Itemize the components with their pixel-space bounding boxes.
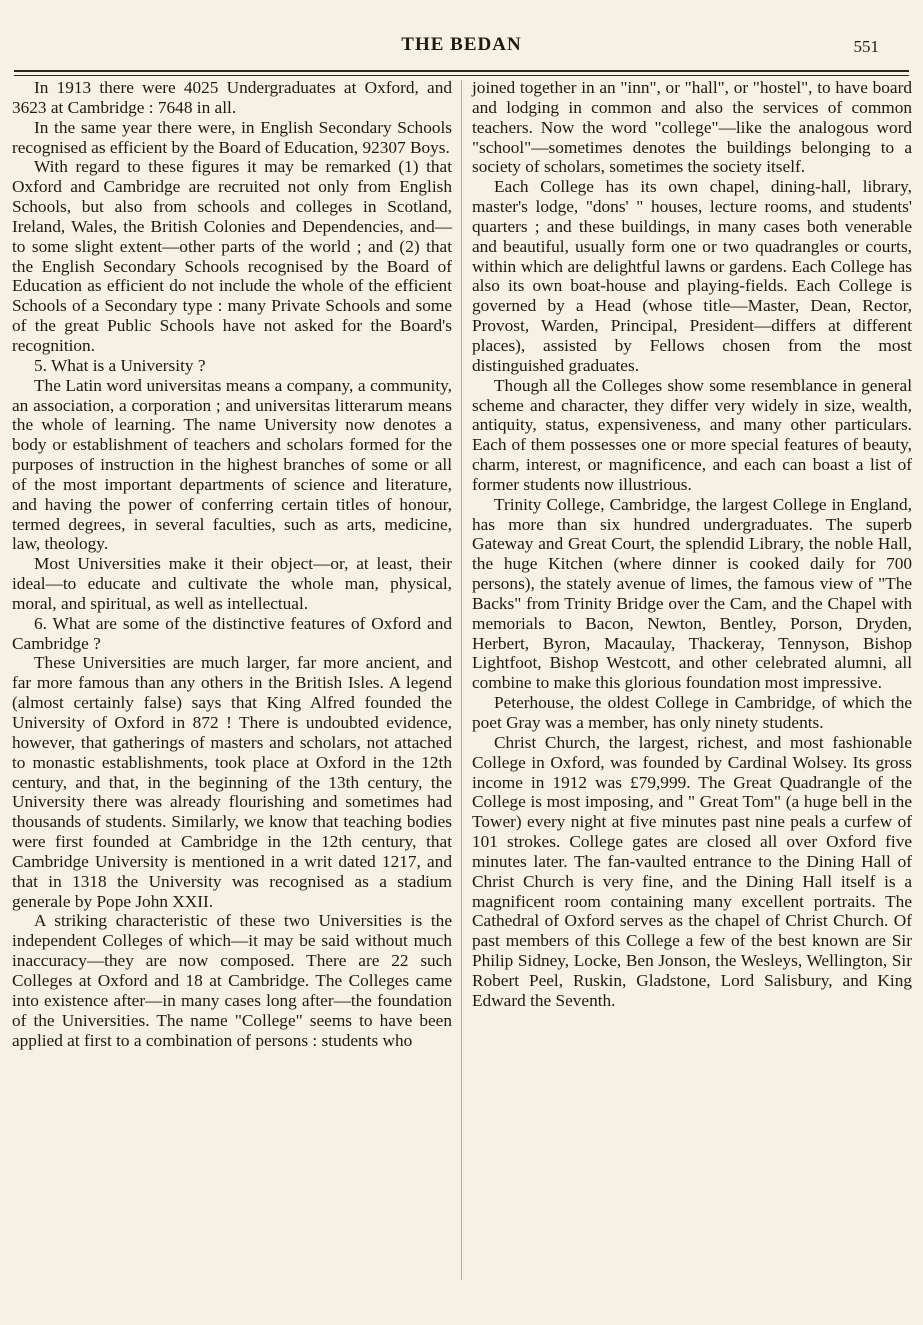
column-divider (461, 80, 462, 1280)
left-column (12, 78, 452, 1050)
paragraph-continued: joined together in an "inn", or "hall", or "hostel", to have board and lodging in common and also the services of common teachers. Now the word "college"—like the analogous word "school"—sometimes denotes the buildings belonging to a society of scholars, sometimes the society itself. (472, 78, 912, 177)
right-column (472, 78, 912, 1011)
question-heading: 6. What are some of the distinctive features of Oxford and Cambridge ? (12, 613, 452, 653)
running-title: THE BEDAN (401, 34, 522, 55)
paragraph: In the same year there were, in English Secondary Schools recognised as efficient by the Board of Education, 92307 Boys. (12, 117, 452, 157)
page-number: 551 (853, 37, 879, 56)
paragraph: Each College has its own chapel, dining-hall, library, master's lodge, "dons' " houses, lecture rooms, and students' quarters ; and these buildings, in many cases both venerable and beautiful, usually form one or two quadrangles or courts, within which are delightful lawns or gardens. Each College has also its own boat-house and playing-fields. Each College is governed by a Head (whose title—Master, Dean, Rector, Provost, Warden, Principal, President—differs at different places), assisted by Fellows chosen from the most distinguished graduates. (472, 177, 912, 375)
paragraph: A striking characteristic of these two Universities is the independent Colleges of which—it may be said without much inaccuracy—they are now composed. There are 22 such Colleges at Oxford and 18 at Cambridge. The Colleges came into existence after—in many cases long after—the foundation of the Universities. The name "College" seems to have been applied at first to a combination of persons : students who (12, 911, 452, 1050)
header-rule-thin (14, 75, 909, 76)
paragraph: Peterhouse, the oldest College in Cambridge, of which the poet Gray was a member, has only ninety students. (472, 693, 912, 732)
paragraph: The Latin word universitas means a company, a community, an association, a corporation ; and universitas litterarum means the whole of learning. The name University now denotes a body or establishment of teachers and scholars formed for the purposes of instruction in the highest branches of some or all of the most important departments of science and literature, and having the power of conferring certain titles of honour, termed degrees, in several faculties, such as arts, medicine, law, theology. (12, 375, 452, 554)
paragraph: Trinity College, Cambridge, the largest College in England, has more than six hundred undergraduates. The superb Gateway and Great Court, the splendid Library, the noble Hall, the huge Kitchen (where dinner is cooked daily for 700 persons), the stately avenue of limes, the famous view of "The Backs" from Trinity Bridge over the Cam, and the Chapel with memorials to Bacon, Newton, Bentley, Porson, Dryden, Herbert, Byron, Macaulay, Thackeray, Tennyson, Bishop Lightfoot, Bishop Westcott, and other celebrated alumni, all combine to make this glorious foundation most impressive. (472, 494, 912, 693)
paragraph: Though all the Colleges show some resemblance in general scheme and character, they differ very widely in size, wealth, antiquity, status, expensiveness, and many other particulars. Each of them possesses one or more special features of beauty, charm, interest, or magnificence, and each can boast a list of former students now illustrious. (472, 375, 912, 494)
paragraph: With regard to these figures it may be remarked (1) that Oxford and Cambridge are recruited not only from English Schools, but also from schools and colleges in Scotland, Ireland, Wales, the British Colonies and Dependencies, and—to some slight extent—other parts of the world ; and (2) that the English Secondary Schools recognised by the Board of Education as efficient do not include the whole of the efficient Schools of a Secondary type : many Private Schools and some of the great Public Schools have not asked for the Board's recognition. (12, 157, 452, 355)
paragraph: These Universities are much larger, far more ancient, and far more famous than any others in the British Isles. A legend (almost certainly false) says that King Alfred founded the University of Oxford in 872 ! There is undoubted evidence, however, that gatherings of masters and scholars, not attached to monastic establishments, took place at Oxford in the 12th century, and that, in the beginning of the 13th century, the University there was already flourishing and sometimes had thousands of students. Similarly, we know that teaching bodies were first founded at Cambridge in the 12th century, that Cambridge University is mentioned in a writ dated 1217, and that in 1318 the University was recognised as a stadium generale by Pope John XXII. (12, 653, 452, 911)
paragraph: Most Universities make it their object—or, at least, their ideal—to educate and cultivate the whole man, physical, moral, and spiritual, as well as intellectual. (12, 554, 452, 613)
header-rule-thick (14, 70, 909, 72)
paragraph: In 1913 there were 4025 Undergraduates at Oxford, and 3623 at Cambridge : 7648 in all. (12, 78, 452, 117)
question-heading: 5. What is a University ? (34, 355, 206, 375)
page-header (0, 34, 923, 62)
paragraph: Christ Church, the largest, richest, and most fashionable College in Oxford, was founded by Cardinal Wolsey. Its gross income in 1912 was £79,999. The Great Quadrangle of the College is most imposing, and " Great Tom" (a huge bell in the Tower) every night at five minutes past nine peals a curfew of 101 strokes. College gates are closed all over Oxford five minutes later. The fan-vaulted entrance to the Dining Hall of Christ Church is very fine, and the Dining Hall itself is a magnificent room containing many excellent portraits. The Cathedral of Oxford serves as the chapel of Christ Church. Of past members of this College a few of the best known are Sir Philip Sidney, Locke, Ben Jonson, the Wesleys, Wellington, Sir Robert Peel, Ruskin, Gladstone, Lord Salisbury, and King Edward the Seventh. (472, 732, 912, 1010)
